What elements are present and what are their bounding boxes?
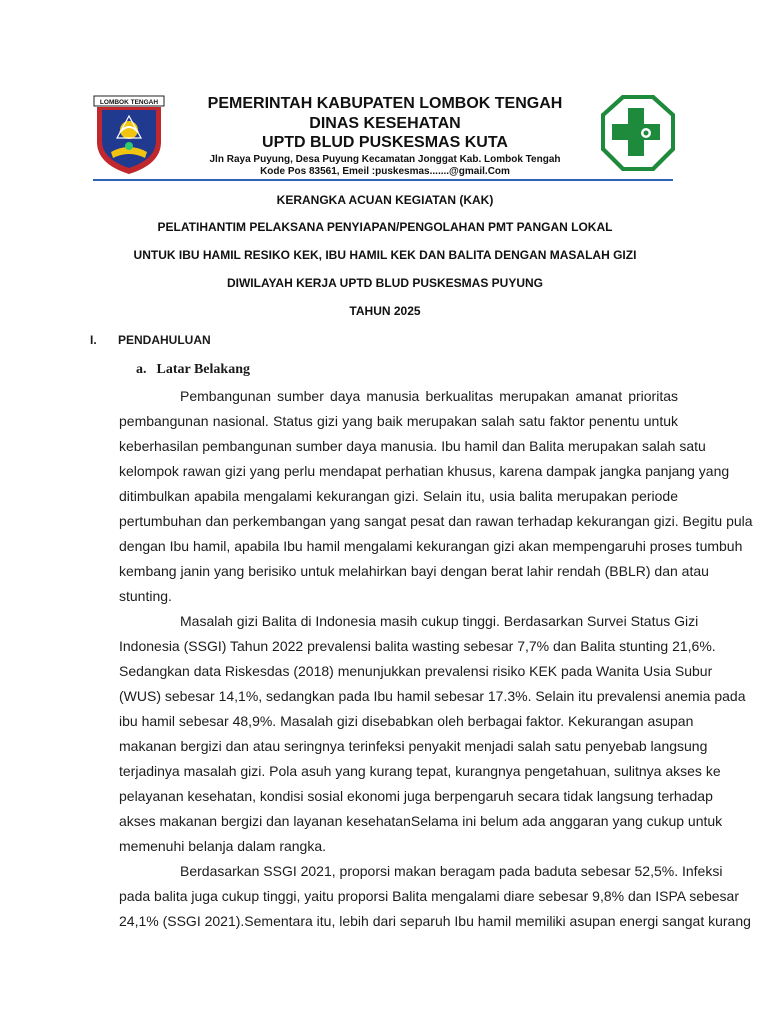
paragraph-line: Sedangkan data Riskesdas (2018) menunjukkan prevalensi risiko KEK pada Wanita Usia Subur xyxy=(119,663,713,679)
letterhead-divider xyxy=(93,179,673,181)
paragraph-line: kelompok rawan gizi yang perlu mendapat perhatian khusus, karena dampak jangka panjang yang xyxy=(119,463,730,479)
activity-title-line: PELATIHANTIM PELAKSANA PENYIAPAN/PENGOLAHAN PMT PANGAN LOKAL xyxy=(157,220,613,234)
paragraph-line: 24,1% (SSGI 2021).Sementara itu, lebih dari separuh Ibu hamil memiliki asupan energi sangat kurang xyxy=(119,913,751,929)
paragraph-line: kembang janin yang berisiko untuk melahirkan bayi dengan berat lahir rendah (BBLR) dan atau xyxy=(119,563,709,579)
paragraph-line: ditimbulkan apabila mengalami kekurangan gizi. Selain itu, usia balita merupakan periode xyxy=(119,488,678,504)
letterhead-contact: Kode Pos 83561, Emeil :puskesmas.......@gmail.Com xyxy=(260,166,510,177)
left-logo-caption: LOMBOK TENGAH xyxy=(99,99,159,106)
subsection-label: Latar Belakang xyxy=(156,362,250,377)
paragraph-line: memenuhi belanja dalam rangka. xyxy=(119,838,327,854)
paragraph-line: pembangunan nasional. Status gizi yang baik merupakan salah satu faktor penentu untuk xyxy=(119,413,678,429)
section-label: PENDAHULUAN xyxy=(118,333,211,347)
paragraph-line: pertumbuhan dan perkembangan yang sangat pesat dan rawan terhadap kekurangan gizi. Begitu pula xyxy=(119,513,753,529)
paragraph-line: makanan bergizi dan atau seringnya terinfeksi penyakit menjadi salah satu penyebab langsung xyxy=(119,738,708,754)
document-title: KERANGKA ACUAN KEGIATAN (KAK) xyxy=(276,193,494,207)
health-cross-icon xyxy=(598,92,678,174)
letterhead-address: Jln Raya Puyung, Desa Puyung Kecamatan Jonggat Kab. Lombok Tengah xyxy=(209,154,561,165)
letterhead-department: DINAS KESEHATAN xyxy=(309,115,461,132)
paragraph-line: ibu hamil sebesar 48,9%. Masalah gizi disebabkan oleh berbagai faktor. Kekurangan asupan xyxy=(119,713,694,729)
paragraph-line: pada balita juga cukup tinggi, yaitu proporsi Balita mengalami diare sebesar 9,8% dan ISPA sebesar xyxy=(119,888,740,904)
paragraph-line: Pembangunan sumber daya manusia berkualitas merupakan amanat prioritas xyxy=(180,388,678,404)
letterhead-government: PEMERINTAH KABUPATEN LOMBOK TENGAH xyxy=(207,95,563,112)
section-number: I. xyxy=(90,333,97,347)
document-year: TAHUN 2025 xyxy=(349,304,421,318)
paragraph-line: pelayanan kesehatan, kondisi sosial ekonomi juga berpengaruh secara tidak langsung terhadap xyxy=(119,788,713,804)
activity-title-line: UNTUK IBU HAMIL RESIKO KEK, IBU HAMIL KEK DAN BALITA DENGAN MASALAH GIZI xyxy=(133,248,637,262)
lombok-tengah-shield-icon xyxy=(93,94,165,176)
paragraph-line: dengan Ibu hamil, apabila Ibu hamil mengalami kekurangan gizi akan mempengaruhi proses tumbuh xyxy=(119,538,743,554)
paragraph-line: Berdasarkan SSGI 2021, proporsi makan beragam pada baduta sebesar 52,5%. Infeksi xyxy=(180,863,723,879)
paragraph-line: Masalah gizi Balita di Indonesia masih cukup tinggi. Berdasarkan Survei Status Gizi xyxy=(180,613,699,629)
subsection-number: a. xyxy=(136,362,147,377)
paragraph-line: Indonesia (SSGI) Tahun 2022 prevalensi balita wasting sebesar 7,7% dan Balita stunting 21,6%. xyxy=(119,638,716,654)
letterhead-institution: UPTD BLUD PUSKESMAS KUTA xyxy=(262,134,508,151)
paragraph-line: stunting. xyxy=(119,588,172,604)
paragraph-line: terjadinya masalah gizi. Pola asuh yang kurang tepat, kurangnya pengetahuan, sulitnya akses ke xyxy=(119,763,721,779)
subsection-heading xyxy=(136,362,250,378)
paragraph-line: keberhasilan pembangunan sumber daya manusia. Ibu hamil dan Balita merupakan salah satu xyxy=(119,438,706,454)
paragraph-line: akses makanan bergizi dan layanan kesehatanSelama ini belum ada anggaran yang cukup untuk xyxy=(119,813,723,829)
paragraph-line: (WUS) sebesar 14,1%, sedangkan pada Ibu hamil sebesar 17.3%. Selain itu prevalensi anemia pada xyxy=(119,688,746,704)
activity-title-line: DIWILAYAH KERJA UPTD BLUD PUSKESMAS PUYUNG xyxy=(226,276,544,290)
